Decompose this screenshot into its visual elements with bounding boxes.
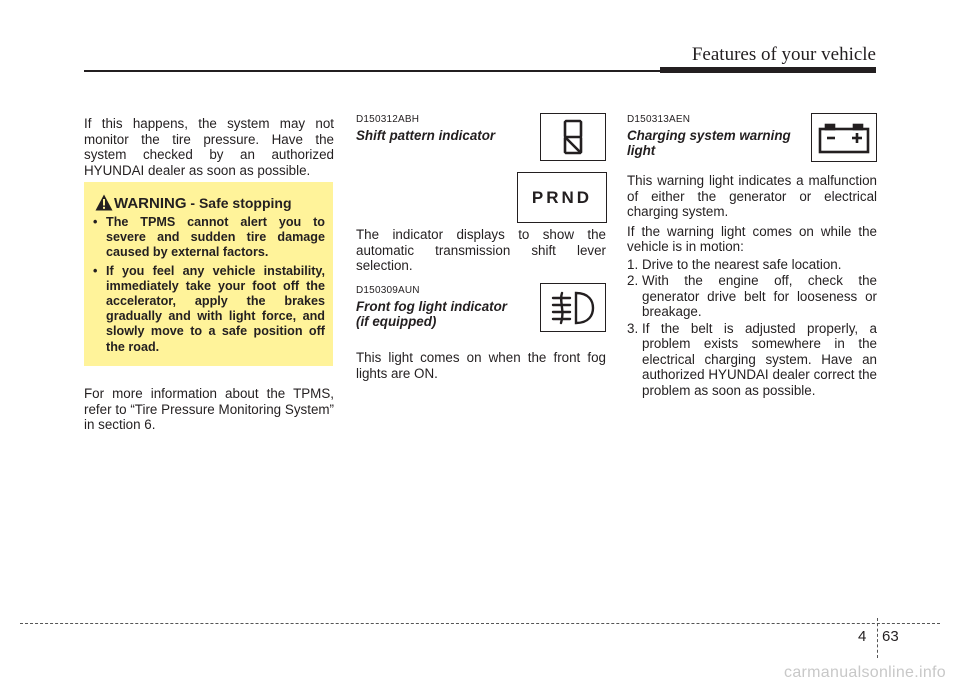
charging-step: 2. With the engine off, check the generator drive belt for looseness or breakage. <box>627 273 877 319</box>
column-2-fog-body <box>356 350 606 381</box>
prnd-indicator: PRND <box>531 187 593 207</box>
shift-body: The indicator displays to show the automatic transmission shift lever selection. <box>356 227 606 273</box>
column-2-shift-body <box>356 227 606 274</box>
charging-code: D150313AEN <box>627 114 691 125</box>
warning-box <box>84 182 333 366</box>
warning-subtitle: - Safe stopping <box>190 195 292 211</box>
warning-heading <box>114 195 292 212</box>
fog-code: D150309AUN <box>356 285 420 296</box>
shift-title: Shift pattern indicator <box>356 127 496 143</box>
chapter-number: 4 <box>858 628 867 645</box>
charging-title: Charging system warning light <box>627 127 791 158</box>
fog-body: This light comes on when the front fog lights are ON. <box>356 350 606 381</box>
page-number: 63 <box>882 628 899 645</box>
watermark: carmanualsonline.info <box>784 664 946 681</box>
charging-body-1: This warning light indicates a malfunction of either the generator or electrical charging system. <box>627 173 877 219</box>
charging-steps <box>627 257 877 399</box>
section-title: Features of your vehicle <box>691 44 876 65</box>
column-1-bottom <box>84 386 334 433</box>
column-3-body <box>627 173 877 399</box>
front-fog-light-icon <box>549 289 597 327</box>
gear-digit-icon <box>562 118 584 156</box>
warning-label: WARNING <box>114 195 187 212</box>
fog-title: Front fog light indicator (if equipped) <box>356 298 507 329</box>
footer-divider <box>877 618 878 658</box>
warning-triangle-icon <box>95 194 113 211</box>
column-1 <box>84 112 334 178</box>
prnd-indicator-box <box>517 172 607 223</box>
warning-item: • The TPMS cannot alert you to severe and sudden tire damage caused by external factors. <box>93 215 325 260</box>
fog-light-icon-box <box>540 283 606 332</box>
warning-list <box>92 215 325 358</box>
charging-step: 1. Drive to the nearest safe location. <box>627 256 842 272</box>
charging-step: 3. If the belt is adjusted properly, a problem exists somewhere in the electrical charging system. Have an authorized HYUNDAI dealer correct the problem as soon as possible. <box>627 320 877 398</box>
battery-icon <box>817 121 871 155</box>
header-rule-accent <box>660 67 876 73</box>
gear-digit-icon-box <box>540 113 606 161</box>
footer-rule <box>20 623 940 624</box>
battery-icon-box <box>811 113 877 162</box>
outro-paragraph: For more information about the TPMS, refer to “Tire Pressure Monitoring System” in section 6. <box>84 386 334 432</box>
intro-paragraph: If this happens, the system may not monitor the tire pressure. Have the system checked by an authorized HYUNDAI dealer as soon as possible. <box>84 116 334 178</box>
warning-item: • If you feel any vehicle instability, immediately take your foot off the accelerator, apply the brakes gradually and with light force, and slowly move to a safe position off the road. <box>93 263 325 354</box>
charging-body-2: If the warning light comes on while the vehicle is in motion: <box>627 223 877 254</box>
shift-code: D150312ABH <box>356 114 420 125</box>
